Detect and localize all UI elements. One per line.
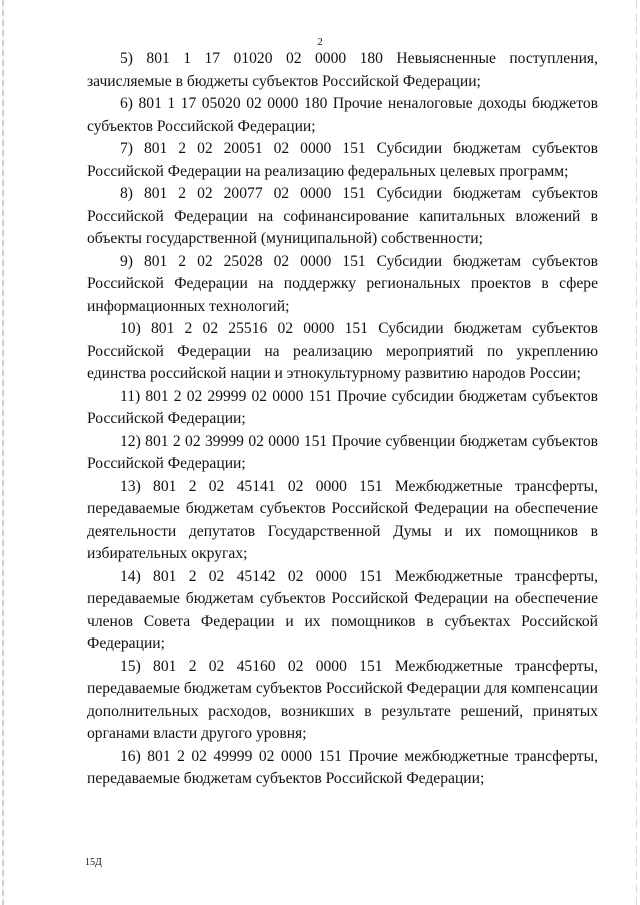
list-item-8: 8) 801 2 02 20077 02 0000 151 Субсидии бюджетам субъектов Российской Федерации на софинансирование капитальных вложений в объекты государственной (муниципальной) собственности;	[87, 185, 598, 247]
list-item-6: 6) 801 1 17 05020 02 0000 180 Прочие неналоговые доходы бюджетов субъектов Российской Федерации;	[87, 95, 598, 135]
list-item-11: 11) 801 2 02 29999 02 0000 151 Прочие субсидии бюджетам субъектов Российской Федерации;	[87, 387, 598, 427]
document-body	[87, 48, 598, 791]
footer-document-code: 15Д	[85, 857, 102, 868]
list-item-5: 5) 801 1 17 01020 02 0000 180 Невыясненные поступления, зачисляемые в бюджеты субъектов Российской Федерации;	[87, 50, 598, 90]
page-number: 2	[317, 36, 323, 48]
list-item-15: 15) 801 2 02 45160 02 0000 151 Межбюджетные трансферты, передаваемые бюджетам субъектов Российской Федерации для компенсации дополнительных расходов, возникших в результате решений, принятых органами власти другого уровня;	[87, 657, 598, 742]
scan-edge-left	[2, 0, 4, 905]
list-item-9: 9) 801 2 02 25028 02 0000 151 Субсидии бюджетам субъектов Российской Федерации на поддержку региональных проектов в сфере информационных технологий;	[87, 252, 598, 315]
list-item-13: 13) 801 2 02 45141 02 0000 151 Межбюджетные трансферты, передаваемые бюджетам субъектов Российской Федерации на обеспечение деятельности депутатов Государственной Думы и их помощников в избирательных округах;	[87, 477, 598, 562]
list-item-7: 7) 801 2 02 20051 02 0000 151 Субсидии бюджетам субъектов Российской Федерации на реализацию федеральных целевых программ;	[87, 140, 598, 180]
list-item-16: 16) 801 2 02 49999 02 0000 151 Прочие межбюджетные трансферты, передаваемые бюджетам субъектов Российской Федерации;	[87, 747, 598, 787]
list-item-12: 12) 801 2 02 39999 02 0000 151 Прочие субвенции бюджетам субъектов Российской Федерации;	[87, 432, 598, 472]
list-item-14: 14) 801 2 02 45142 02 0000 151 Межбюджетные трансферты, передаваемые бюджетам субъектов Российской Федерации на обеспечение членов Совета Федерации и их помощников в субъектах Российской Федерации;	[87, 567, 598, 652]
scan-edge-right	[636, 0, 637, 905]
list-item-10: 10) 801 2 02 25516 02 0000 151 Субсидии бюджетам субъектов Российской Федерации на реализацию мероприятий по укреплению единства российской нации и этнокультурному развитию народов России;	[87, 320, 598, 382]
